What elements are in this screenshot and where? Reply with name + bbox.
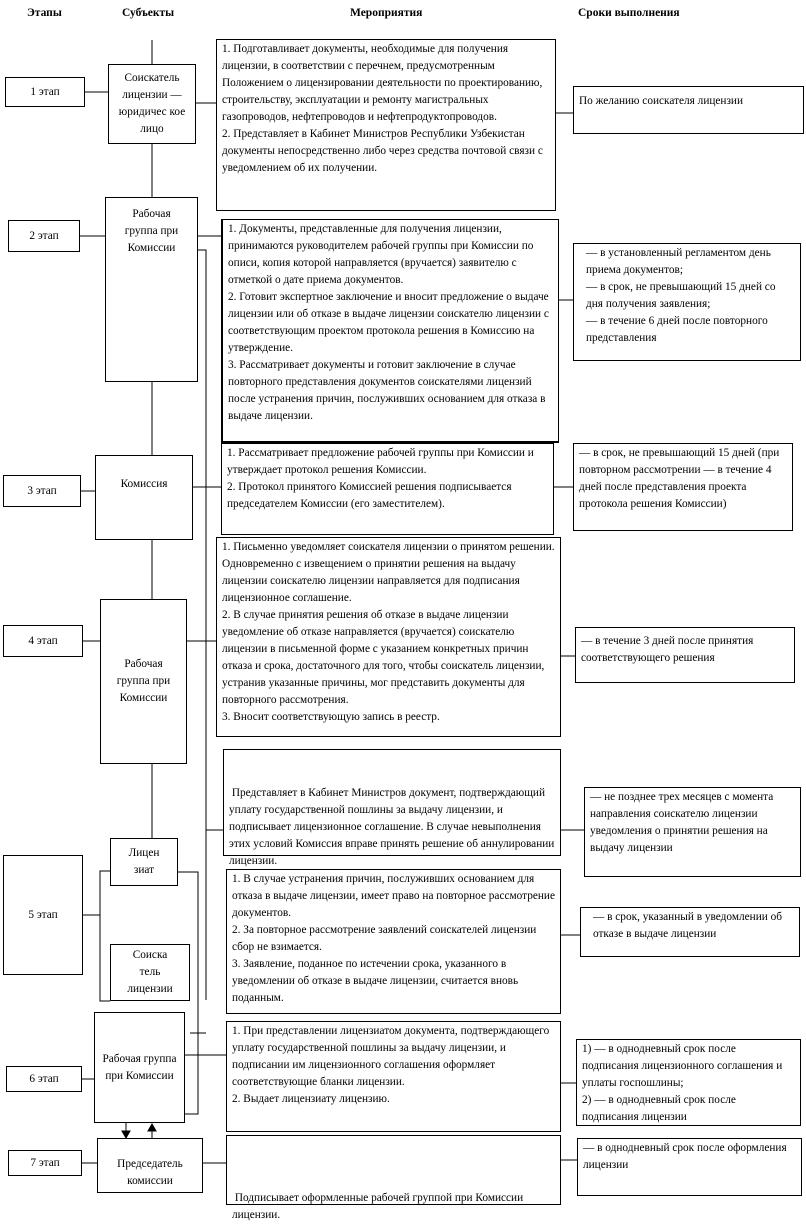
- term-item: — в срок, указанный в уведомлении об отказе в выдаче лицензии: [593, 911, 783, 940]
- term-stage-7: [577, 1138, 802, 1196]
- activity-item: 2. Протокол принятого Комиссией решения подписывается председателем Комиссии (его заместителем).: [227, 481, 512, 510]
- activity-item: 1. Подготавливает документы, необходимые для получения лицензии, в соответствии с перечнем, предусмотренным Положением о лицензировании деятельности по проектированию, строительству, эксплуатации и ремонту магистральных газопроводов, нефтепроводов и нефтепродуктопроводов.: [222, 43, 543, 123]
- term-item: По желанию соискателя лицензии: [579, 95, 744, 107]
- term-stage-5-applicant: [580, 907, 800, 957]
- activity-item: 3. Вносит соответствующую запись в реестр.: [222, 711, 440, 723]
- stage-4: 4 этап: [3, 625, 83, 657]
- activity-stage-7: [226, 1135, 561, 1221]
- activity-item: 2. В случае принятия решения об отказе в выдаче лицензии уведомление об отказе направляется (вручается) соискателю лицензии в письменной форме с указанием конкретных причин отказа и срока, достаточного для того, чтобы соискатель лицензии, устранив указанные причины, мог представить документы для повторного рассмотрения.: [222, 609, 545, 706]
- activity-stage-5-applicant: [226, 869, 561, 1014]
- header-stages: Этапы: [27, 7, 62, 19]
- term-item: — в течение 6 дней после повторного представления: [586, 315, 768, 344]
- term-item: 2) — в однодневный срок после подписания лицензии: [582, 1094, 736, 1123]
- activity-stage-1: [216, 39, 556, 211]
- activity-item: 1. Рассматривает предложение рабочей группы при Комиссии и утверждает протокол решения Комиссии.: [227, 447, 534, 476]
- term-stage-3: [573, 443, 793, 531]
- activity-stage-4: [216, 537, 561, 737]
- activity-item: Подписывает оформленные рабочей группой при Комиссии лицензии.: [232, 1192, 526, 1221]
- header-subjects: Субъекты: [122, 7, 175, 19]
- activity-item: 1. При представлении лицензиатом документа, подтверждающего уплату государственной пошлины за выдачу лицензии, и подписании им лицензионного соглашения оформляет соответствующие бланки лицензии.: [232, 1025, 550, 1088]
- term-item: — в установленный регламентом день приема документов;: [586, 247, 771, 276]
- activity-item: 1. Письменно уведомляет соискателя лицензии о принятом решении. Одновременно с извещением о принятии решения на выдачу лицензии соискателю лицензии направляется для подписания лицензионное соглашение.: [222, 541, 555, 604]
- term-item: — в срок, не превышающий 15 дней (при повторном рассмотрении — в течение 4 дней после представления проекта протокола решения Комиссии): [579, 447, 780, 510]
- header-terms: Сроки выполнения: [578, 7, 680, 19]
- term-stage-4: [575, 627, 795, 683]
- term-item: 1) — в однодневный срок после подписания лицензионного соглашения и уплаты госпошлины;: [582, 1043, 783, 1089]
- term-item: — не позднее трех месяцев с момента направления соискателю лицензии уведомления о принятии решения на выдачу лицензии: [590, 791, 774, 854]
- subject-commission: Комиссия: [95, 455, 193, 540]
- activity-stage-5-licensee: [223, 749, 561, 867]
- stage-2: 2 этап: [8, 220, 80, 252]
- term-item: — в срок, не превышающий 15 дней со дня получения заявления;: [586, 281, 776, 310]
- subject-applicant-legal-entity: Соискатель лицензии — юридичес кое лицо: [108, 64, 196, 144]
- stage-5: 5 этап: [3, 855, 83, 975]
- activity-item: 2. Готовит экспертное заключение и вносит предложение о выдаче лицензии или об отказе в выдаче лицензии соискателю лицензии с соответствующим проектом протокола решения в Комиссию на утверждение.: [228, 291, 549, 354]
- activity-item: 1. Документы, представленные для получения лицензии, принимаются руководителем рабочей группы при Комиссии по описи, копия которой направляется (вручается) заявителю с отметкой о дате приема документов.: [228, 223, 534, 286]
- term-stage-1: [573, 86, 804, 134]
- term-stage-6: [576, 1039, 801, 1126]
- subject-applicant: Соиска тель лицензии: [110, 944, 190, 1001]
- activity-stage-6: [226, 1021, 561, 1132]
- activity-stage-3: [221, 443, 554, 535]
- activity-item: 2. Представляет в Кабинет Министров Республики Узбекистан документы непосредственно либо через средства почтовой связи с уведомлением об их получении.: [222, 128, 543, 174]
- activity-item: 1. В случае устранения причин, послуживших основанием для отказа в выдаче лицензии, имеет право на повторное рассмотрение документов.: [232, 873, 555, 919]
- term-stage-2: [573, 243, 801, 361]
- stage-6: 6 этап: [6, 1066, 82, 1092]
- subject-working-group: Рабочая группа при Комиссии: [105, 197, 198, 382]
- term-stage-5-licensee: [584, 787, 801, 877]
- activity-item: 3. Заявление, поданное по истечении срока, указанного в уведомлении об отказе в выдаче лицензии, считается вновь поданным.: [232, 958, 519, 1004]
- subject-working-group: Рабочая группа при Комиссии: [94, 1012, 185, 1123]
- header-activities: Мероприятия: [350, 7, 423, 19]
- stage-3: 3 этап: [3, 475, 81, 507]
- activity-item: 2. За повторное рассмотрение заявлений соискателей лицензии сбор не взимается.: [232, 924, 537, 953]
- subject-licensee: Лицен зиат: [110, 838, 178, 886]
- subject-commission-chairman: Председатель комиссии: [97, 1138, 203, 1193]
- term-item: — в однодневный срок после оформления лицензии: [583, 1142, 787, 1171]
- stage-1: 1 этап: [5, 77, 85, 107]
- activity-item: 3. Рассматривает документы и готовит заключение в случае повторного представления документов соискателями лицензий после устранения причин, послуживших основанием для отказа в выдаче лицензии.: [228, 359, 546, 422]
- subject-working-group: Рабочая группа при Комиссии: [100, 599, 187, 764]
- stage-7: 7 этап: [8, 1150, 82, 1176]
- activity-item: Представляет в Кабинет Министров документ, подтверждающий уплату государственной пошлины за выдачу лицензии, и подписывает лицензионное соглашение. В случае невыполнения этих условий Комиссия вправе принять решение об аннулировании лицензии.: [229, 787, 558, 867]
- activity-stage-2: [221, 219, 559, 443]
- activity-item: 2. Выдает лицензиату лицензию.: [232, 1093, 390, 1105]
- term-item: — в течение 3 дней после принятия соответствующего решения: [581, 635, 754, 664]
